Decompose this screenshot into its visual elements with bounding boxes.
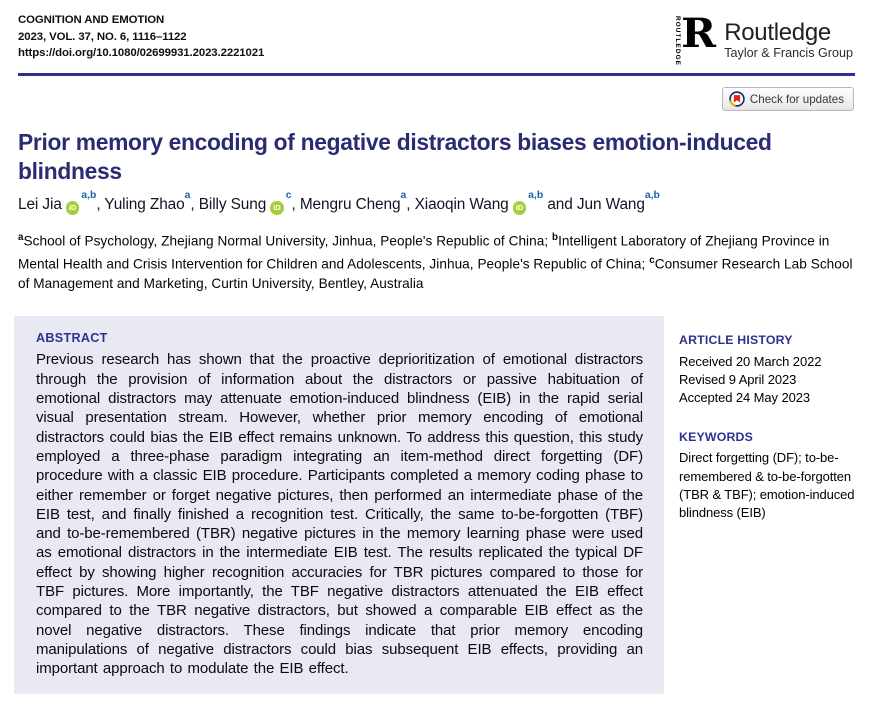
affiliation-sup: b: [552, 231, 559, 243]
orcid-icon[interactable]: iD: [66, 201, 80, 215]
affiliations: [18, 228, 855, 294]
routledge-r-icon: R: [681, 10, 717, 57]
abstract-and-meta: [14, 316, 855, 694]
author-affil-sup: a,b: [528, 190, 544, 202]
doi-link[interactable]: https://doi.org/10.1080/02699931.2023.2221021: [18, 47, 265, 59]
author-list: [18, 190, 855, 214]
author: [18, 190, 105, 214]
author-separator: and: [543, 196, 577, 214]
keywords-heading: KEYWORDS: [679, 430, 754, 445]
article-title: Prior memory encoding of negative distractors biases emotion-induced blindness: [18, 129, 772, 184]
author-affil-sup: a,b: [644, 190, 660, 202]
author: [576, 190, 660, 214]
header-divider: [18, 73, 855, 76]
abstract-heading: ABSTRACT: [36, 331, 108, 346]
affiliation-text: School of Psychology, Zhejiang Normal University, Jinhua, People's Republic of China;: [23, 233, 553, 249]
author-affil-sup: a: [400, 190, 407, 202]
publisher-group: Taylor & Francis Group: [724, 45, 853, 60]
routledge-logo: [673, 10, 853, 67]
author-name: Lei Jia: [18, 196, 62, 214]
article-meta-sidebar: [679, 316, 855, 694]
abstract-section: [14, 316, 664, 694]
history-item-received: Received 20 March 2022: [679, 353, 822, 369]
author-affil-sup: a: [184, 190, 191, 202]
author-name: Yuling Zhao: [104, 196, 185, 214]
check-for-updates-label: Check for updates: [749, 92, 844, 106]
publisher-name: Routledge: [724, 18, 831, 46]
author: [299, 190, 415, 214]
author-name: Jun Wang: [576, 196, 645, 214]
affiliation-sup: a: [18, 231, 24, 243]
abstract-text: Previous research has shown that the proactive deprioritization of emotional distractors through the provision of information about the distractors or passive habituation of emotional distractors may attenuate emotion-induced blindness (EIB) in the rapid serial visual presentation stream. However, whether prior memory encoding of emotional distractors could bias the EIB effect remains unknown. To address this question, this study employed a three-phase paradigm integrating an item-method direct forgetting (DF) procedure with a classic EIB procedure. Participants completed a memory coding phase to either remember or forget negative pictures, then performed an intermediate phase of the EIB test, and finally finished a recognition test. Critically, the same to-be-forgotten (TBF) and to-be-remembered (TBR) negative pictures in the memory learning phase were used as emotional distractors in the intermediate EIB test. The results replicated the typical DF effect by showing higher recognition accuracies for TBR pictures compared to those for TBF pictures. More importantly, the TBF negative distractors attenuated the EIB effect compared to the TBR negative distractors, but showed a comparable EIB effect as the novel negative distractors. These findings indicate that prior memory encoding manipulations of negative distractors could bias subsequent EIB effects, providing an important approach to modulate the EIB effect.: [36, 351, 643, 678]
publisher-wordmark: [724, 20, 853, 60]
keywords-text: Direct forgetting (DF); to-be-remembered & to-be-forgotten (TBR & TBF); emotion-induced blindness (EIB): [679, 450, 855, 521]
journal-name: COGNITION AND EMOTION: [18, 14, 165, 26]
author-separator: ,: [291, 196, 300, 214]
history-item-accepted: Accepted 24 May 2023: [679, 390, 810, 406]
article-history-heading: ARTICLE HISTORY: [679, 333, 793, 348]
author-separator: ,: [96, 196, 105, 214]
update-row: [18, 87, 854, 111]
routledge-vertical-text: ROUTLEDGE: [673, 16, 681, 67]
publication-info: [18, 12, 264, 62]
author-separator: ,: [406, 196, 415, 214]
author-affil-sup: c: [285, 190, 292, 202]
author: [414, 190, 577, 214]
author: [104, 190, 199, 214]
orcid-icon[interactable]: iD: [513, 201, 527, 215]
affiliation-text: Intelligent Laboratory of Zhejiang Province in Mental Health and Crisis Intervention for Children and Adolescents, Jinhua, People's Republic of China;: [18, 233, 830, 272]
author-affil-sup: a,b: [81, 190, 97, 202]
affiliation-sup: c: [649, 254, 655, 266]
orcid-icon[interactable]: iD: [270, 201, 284, 215]
author-separator: ,: [190, 196, 199, 214]
issue-info: 2023, VOL. 37, NO. 6, 1116–1122: [18, 30, 187, 43]
page-header: [18, 12, 855, 66]
author-name: Billy Sung: [198, 196, 267, 214]
author: [198, 190, 300, 214]
check-for-updates-button[interactable]: [722, 87, 854, 111]
affiliation-text: Consumer Research Lab School of Management and Marketing, Curtin University, Bentley, Australia: [18, 256, 853, 291]
author-name: Mengru Cheng: [299, 196, 401, 214]
author-name: Xiaoqin Wang: [414, 196, 509, 214]
crossmark-icon: [729, 91, 745, 107]
history-item-revised: Revised 9 April 2023: [679, 371, 797, 387]
routledge-mark: [673, 10, 717, 67]
